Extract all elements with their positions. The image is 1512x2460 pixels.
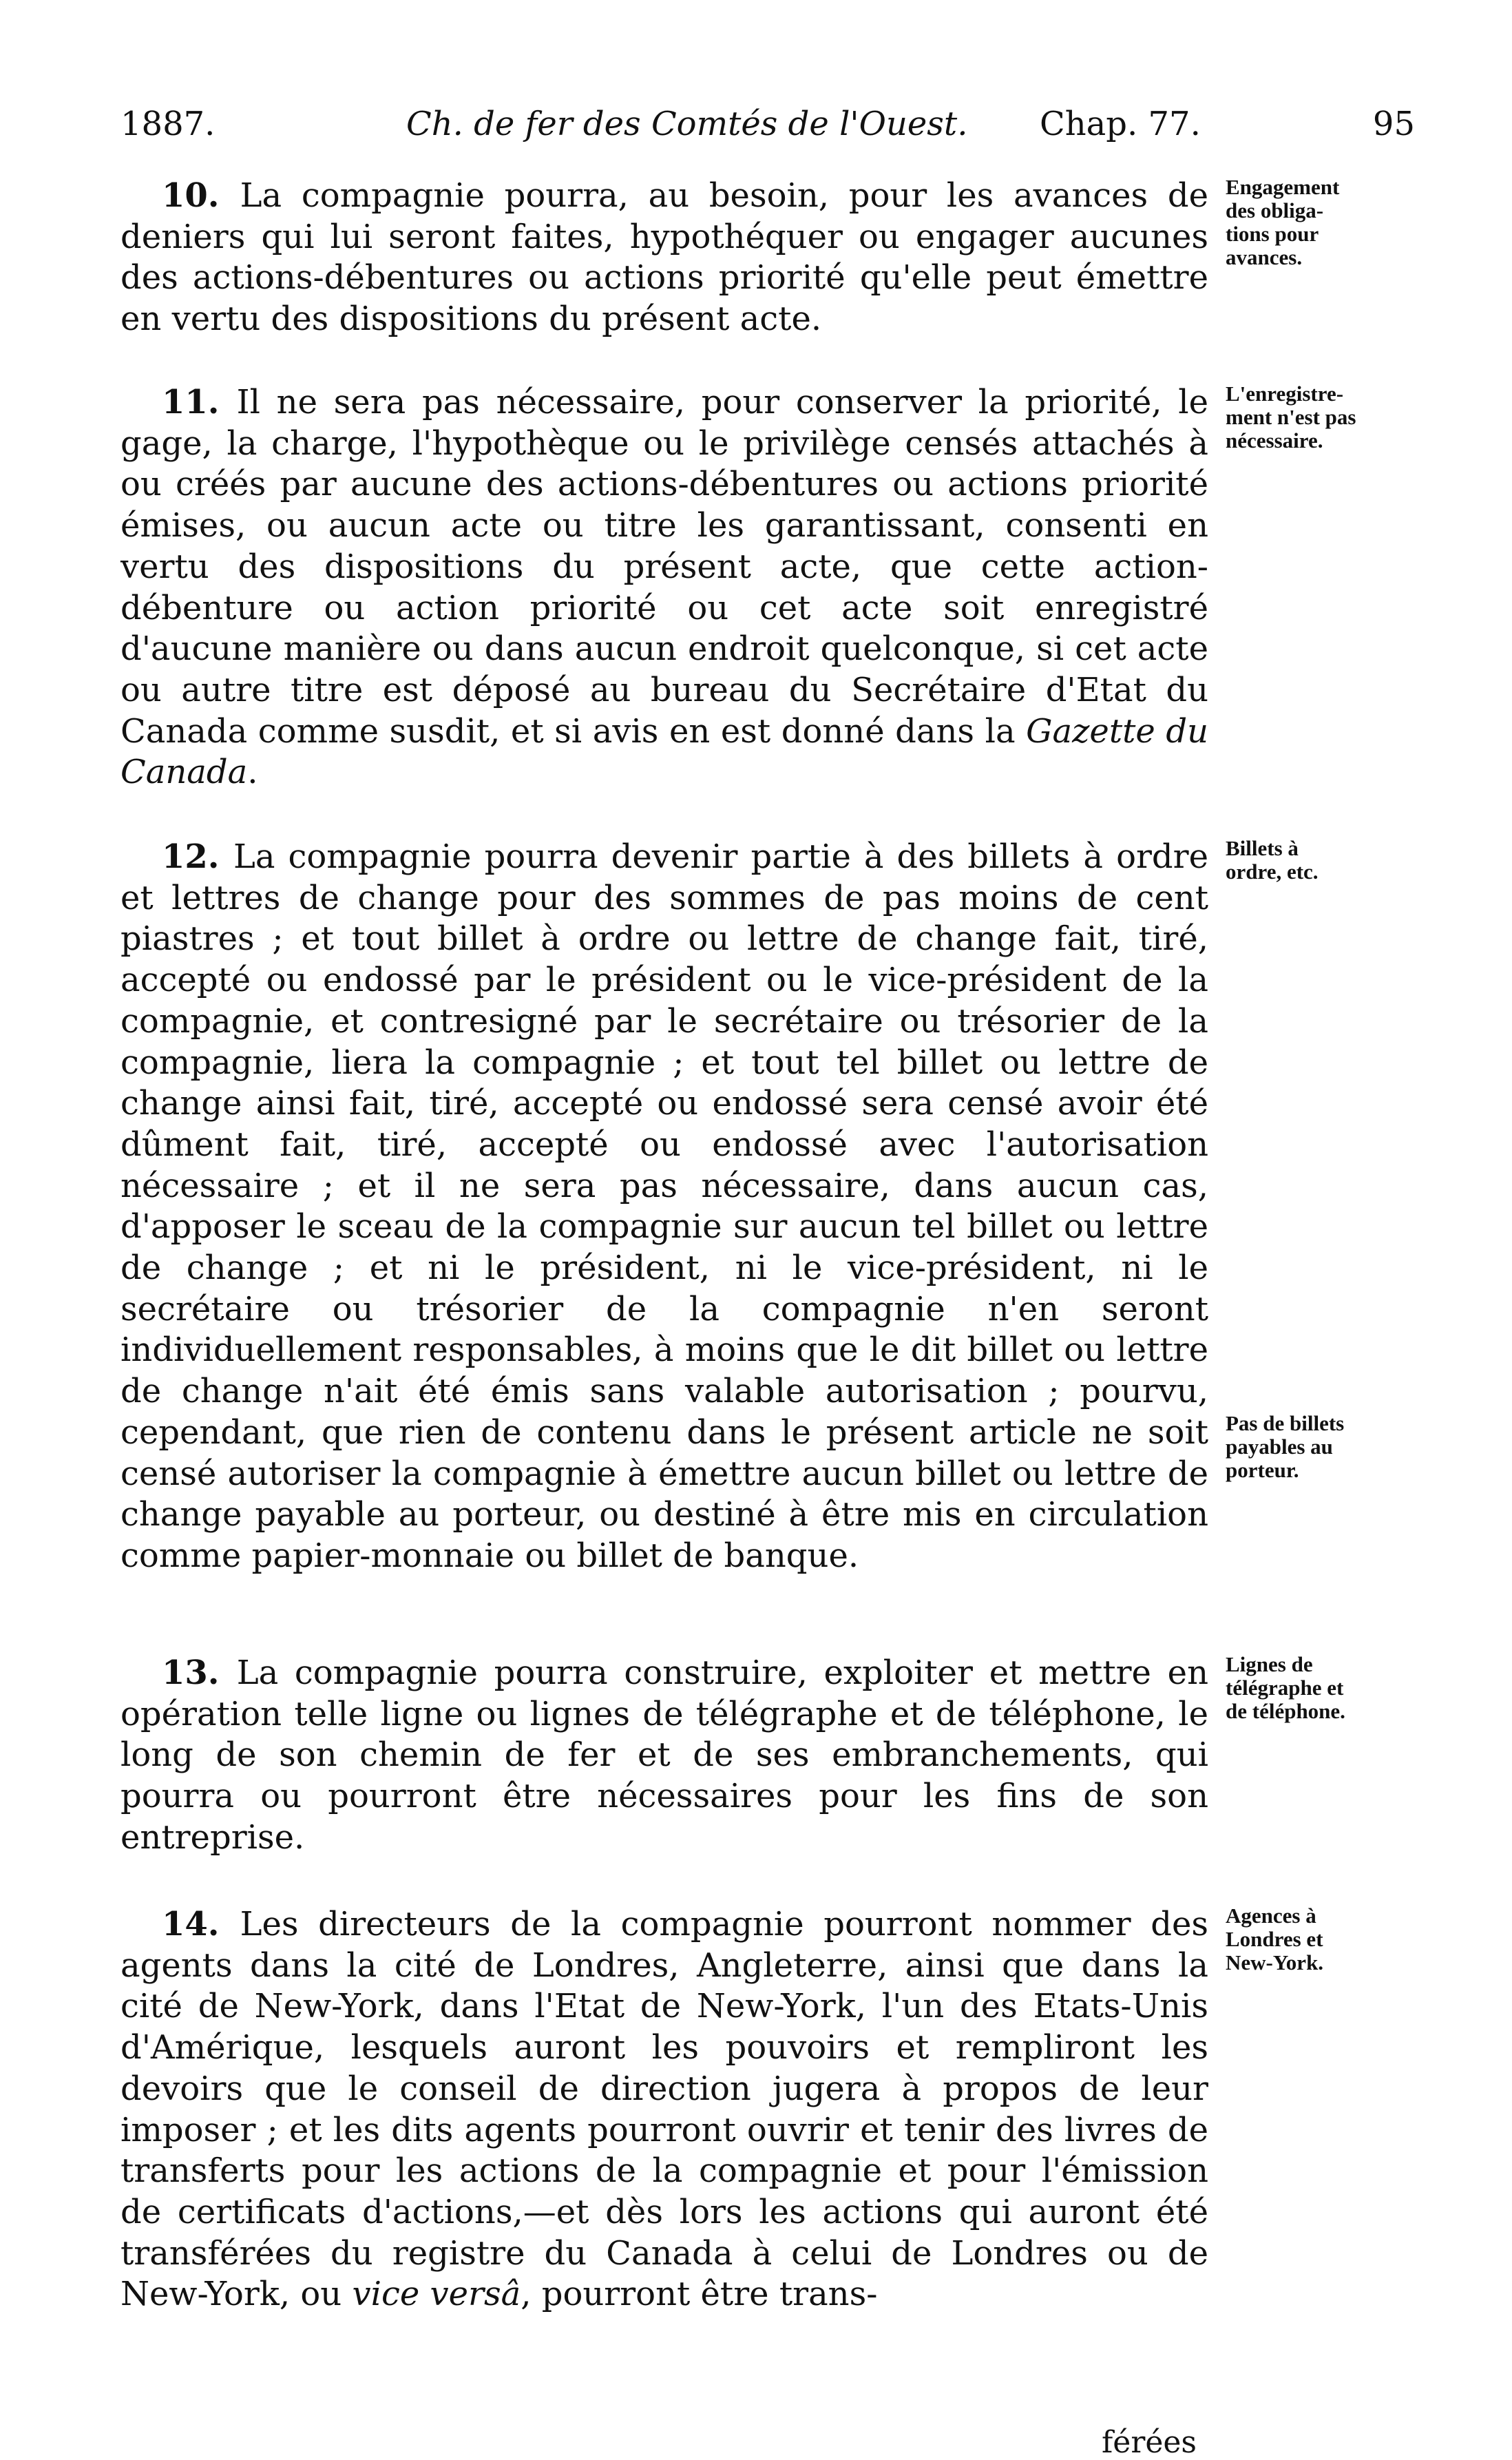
marginal-note-line: des obliga- (1226, 198, 1324, 222)
marginal-note-line: Lignes de (1226, 1652, 1313, 1676)
section-number: 10. (162, 176, 220, 215)
section-number: 14. (162, 1905, 220, 1943)
marginal-note-line: L'enregistre- (1226, 382, 1344, 406)
header-year: 1887. (120, 105, 216, 143)
section-14 (120, 1904, 1324, 2315)
marginal-note-line: Engagement (1226, 175, 1340, 199)
marginal-note-line: Billets à (1226, 836, 1299, 860)
marginal-note-line: Londres et (1226, 1927, 1323, 1951)
marginal-note-line: de téléphone. (1226, 1699, 1345, 1723)
section-text: La compagnie pourra construire, exploiter et mettre en opération telle ligne ou lignes de télégraphe et de téléphone, le long de son chemin de fer et de ses embranchements, qui pourra ou pourront être nécessaires pour les fins de son entreprise. (120, 1654, 1208, 1857)
marginal-note-line: ment n'est pas (1226, 405, 1356, 429)
marginal-note-line: tions pour (1226, 222, 1319, 246)
section-text-end: , pourront être trans- (521, 2275, 878, 2314)
section-11 (120, 382, 1356, 793)
section-text: Il ne sera pas nécessaire, pour conserver la priorité, le gage, la charge, l'hypothèque ou le privilège censés attachés à ou créés par aucune des actions-débentures ou actions priorité émises, ou aucun acte ou titre les garantissant, consenti en vertu des dispositions du présent acte, que cette action-débenture ou action priorité ou cet acte soit enregistré d'aucune manière ou dans aucun endroit quelconque, si cet acte ou autre titre est déposé au bureau du Secrétaire d'Etat du Canada comme susdit, et si avis en est donné dans la (120, 383, 1208, 751)
marginal-note-line: Pas de billets (1226, 1411, 1345, 1435)
section-number: 12. (162, 837, 220, 876)
marginal-note (1226, 1412, 1512, 1482)
catchword: férées (1102, 2425, 1197, 2460)
marginal-note (1226, 1904, 1512, 1974)
marginal-note-line: porteur. (1226, 1458, 1299, 1482)
section-11-body (120, 382, 1208, 793)
section-14-body (120, 1904, 1208, 2315)
section-text-end: . (247, 753, 258, 792)
section-number: 11. (162, 383, 220, 421)
marginal-note (1226, 176, 1512, 269)
marginal-note-line: avances. (1226, 245, 1303, 269)
header-chapter: Chap. 77. (1040, 105, 1201, 143)
marginal-note (1226, 1653, 1512, 1723)
running-header (120, 96, 1415, 152)
marginal-note-line: télégraphe et (1226, 1676, 1344, 1700)
section-13-body (120, 1653, 1208, 1859)
section-12-body (120, 837, 1208, 1577)
section-text: Les directeurs de la compagnie pourront nommer des agents dans la cité de Londres, Angleterre, ainsi que dans la cité de New-York, dans l'Etat de New-York, l'un des Etats-Unis d'Amérique, lesquels auront les pouvoirs et rempliront les devoirs que le conseil de direction jugera à propos de leur imposer ; et les dits agents pourront ouvrir et tenir des livres de transferts pour les actions de la compagnie et pour l'émission de certificats d'actions,—et dès lors les actions qui auront été transférées du registre du Canada à celui de Londres ou de New-York, ou (120, 1905, 1208, 2314)
marginal-note-line: nécessaire. (1226, 428, 1323, 452)
header-title: Ch. de fer des Comtés de l'Ouest. (406, 105, 968, 143)
section-13 (120, 1652, 1345, 1859)
section-10 (120, 175, 1340, 340)
page-number: 95 (1372, 105, 1415, 143)
marginal-note (1226, 837, 1512, 884)
section-text: La compagnie pourra devenir partie à des billets à ordre et lettres de change pour des sommes de pas moins de cent piastres ; et tout billet à ordre ou lettre de change fait, tiré, accepté ou endossé par le président ou le vice-président de la compagnie, et contresigné par le secrétaire ou trésorier de la compagnie, liera la compagnie ; et tout tel billet ou lettre de change ainsi fait, tiré, accepté ou endossé sera censé avoir été dûment fait, tiré, accepté ou endossé avec l'autorisation nécessaire ; et il ne sera pas nécessaire, dans aucun cas, d'apposer le sceau de la compagnie sur aucun tel billet ou lettre de change ; et ni le président, ni le vice-président, ni le secrétaire ou trésorier de la compagnie n'en seront individuellement responsables, à moins que le dit billet ou lettre de change n'ait été émis sans valable autorisation ; pourvu, cependant, que rien de contenu dans le présent article ne soit censé autoriser la compagnie à émettre aucun billet ou lettre de change payable au porteur, ou destiné à être mis en circulation comme papier-monnaie ou billet de banque. (120, 837, 1208, 1575)
section-number: 13. (162, 1654, 220, 1692)
marginal-note-line: ordre, etc. (1226, 859, 1319, 884)
section-10-body (120, 176, 1208, 340)
marginal-note-line: Agences à (1226, 1904, 1316, 1928)
vice-versa-phrase: vice versâ (352, 2275, 521, 2314)
section-text: La compagnie pourra, au besoin, pour les avances de deniers qui lui seront faites, hypothéquer ou engager aucunes des actions-débentures ou actions priorité qu'elle peut émettre en vertu des dispositions du présent acte. (120, 176, 1208, 339)
marginal-note (1226, 382, 1512, 452)
marginal-note-line: payables au (1226, 1435, 1333, 1459)
marginal-note-line: New-York. (1226, 1950, 1324, 1974)
gazette-title: Gazette du Canada (120, 711, 1208, 792)
section-12 (120, 836, 1345, 1577)
